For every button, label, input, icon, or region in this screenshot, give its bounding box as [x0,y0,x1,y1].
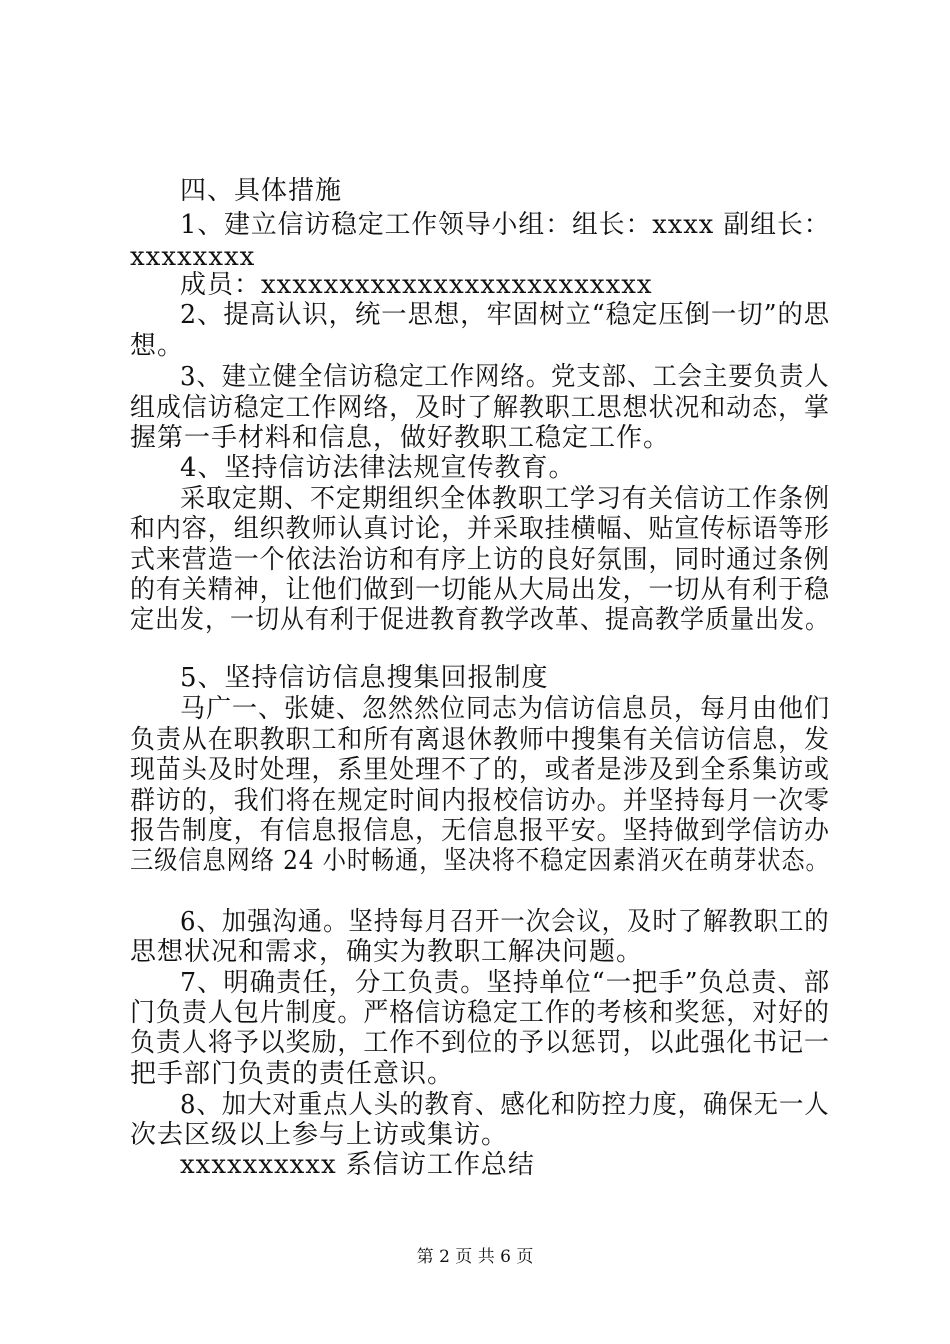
text-line: 次去区级以上参与上访或集访。 [130,1120,509,1150]
text-line: 5、坚持信访信息搜集回报制度 [180,663,549,693]
text-line: 组成信访稳定工作网络，及时了解教职工思想状况和动态，掌 [130,393,831,423]
text-line: xxxxxxxx [130,242,256,272]
section-heading: 四、具体措施 [180,176,343,206]
text-line: 把手部门负责的责任意识。 [130,1059,455,1089]
text-line: 7、明确责任，分工负责。坚持单位“一把手”负总责、部 [180,968,831,998]
text-line: 定出发，一切从有利于促进教育教学改革、提高教学质量出发。 [130,605,830,635]
text-line: 马广一、张婕、忽然然位同志为信访信息员，每月由他们 [180,694,831,724]
text-line: 6、加强沟通。坚持每月召开一次会议，及时了解教职工的 [180,907,830,937]
text-line: 群访的，我们将在规定时间内报校信访办。并坚持每月一次零 [130,786,831,816]
text-line: xxxxxxxxxx 系信访工作总结 [180,1150,535,1180]
text-line: 2、提高认识，统一思想，牢固树立“稳定压倒一切”的思 [180,300,831,330]
text-line: 负责从在职教职工和所有离退休教师中搜集有关信访信息，发 [130,725,831,755]
text-line: 三级信息网络 24 小时畅通，坚决将不稳定因素消灭在萌芽状态。 [130,846,830,876]
page-number-footer: 第 2 页 共 6 页 [416,1247,534,1267]
text-line: 现苗头及时处理，系里处理不了的，或者是涉及到全系集访或 [130,755,831,785]
text-line: 3、建立健全信访稳定工作网络。党支部、工会主要负责人 [180,362,830,392]
text-line: 握第一手材料和信息，做好教职工稳定工作。 [130,423,671,453]
text-line: 想。 [130,331,185,361]
text-line: 成员：xxxxxxxxxxxxxxxxxxxxxxxxx [180,270,653,300]
text-line: 采取定期、不定期组织全体教职工学习有关信访工作条例 [180,484,831,514]
text-line: 4、坚持信访法律法规宣传教育。 [180,453,576,483]
text-line: 报告制度，有信息报信息，无信息报平安。坚持做到学信访办 [130,816,831,846]
text-line: 式来营造一个依法治访和有序上访的良好氛围，同时通过条例 [130,545,831,575]
text-line: 8、加大对重点人头的教育、感化和防控力度，确保无一人 [180,1090,830,1120]
text-line: 负责人将予以奖励，工作不到位的予以惩罚，以此强化书记一 [130,1028,831,1058]
text-line: 和内容，组织教师认真讨论，并采取挂横幅、贴宣传标语等形 [130,514,831,544]
text-line: 思想状况和需求，确实为教职工解决问题。 [130,937,644,967]
text-line: 的有关精神，让他们做到一切能从大局出发，一切从有利于稳 [130,575,831,605]
text-line: 门负责人包片制度。严格信访稳定工作的考核和奖惩，对好的 [130,998,831,1028]
text-line: 1、建立信访稳定工作领导小组：组长：xxxx 副组长： [180,210,831,240]
